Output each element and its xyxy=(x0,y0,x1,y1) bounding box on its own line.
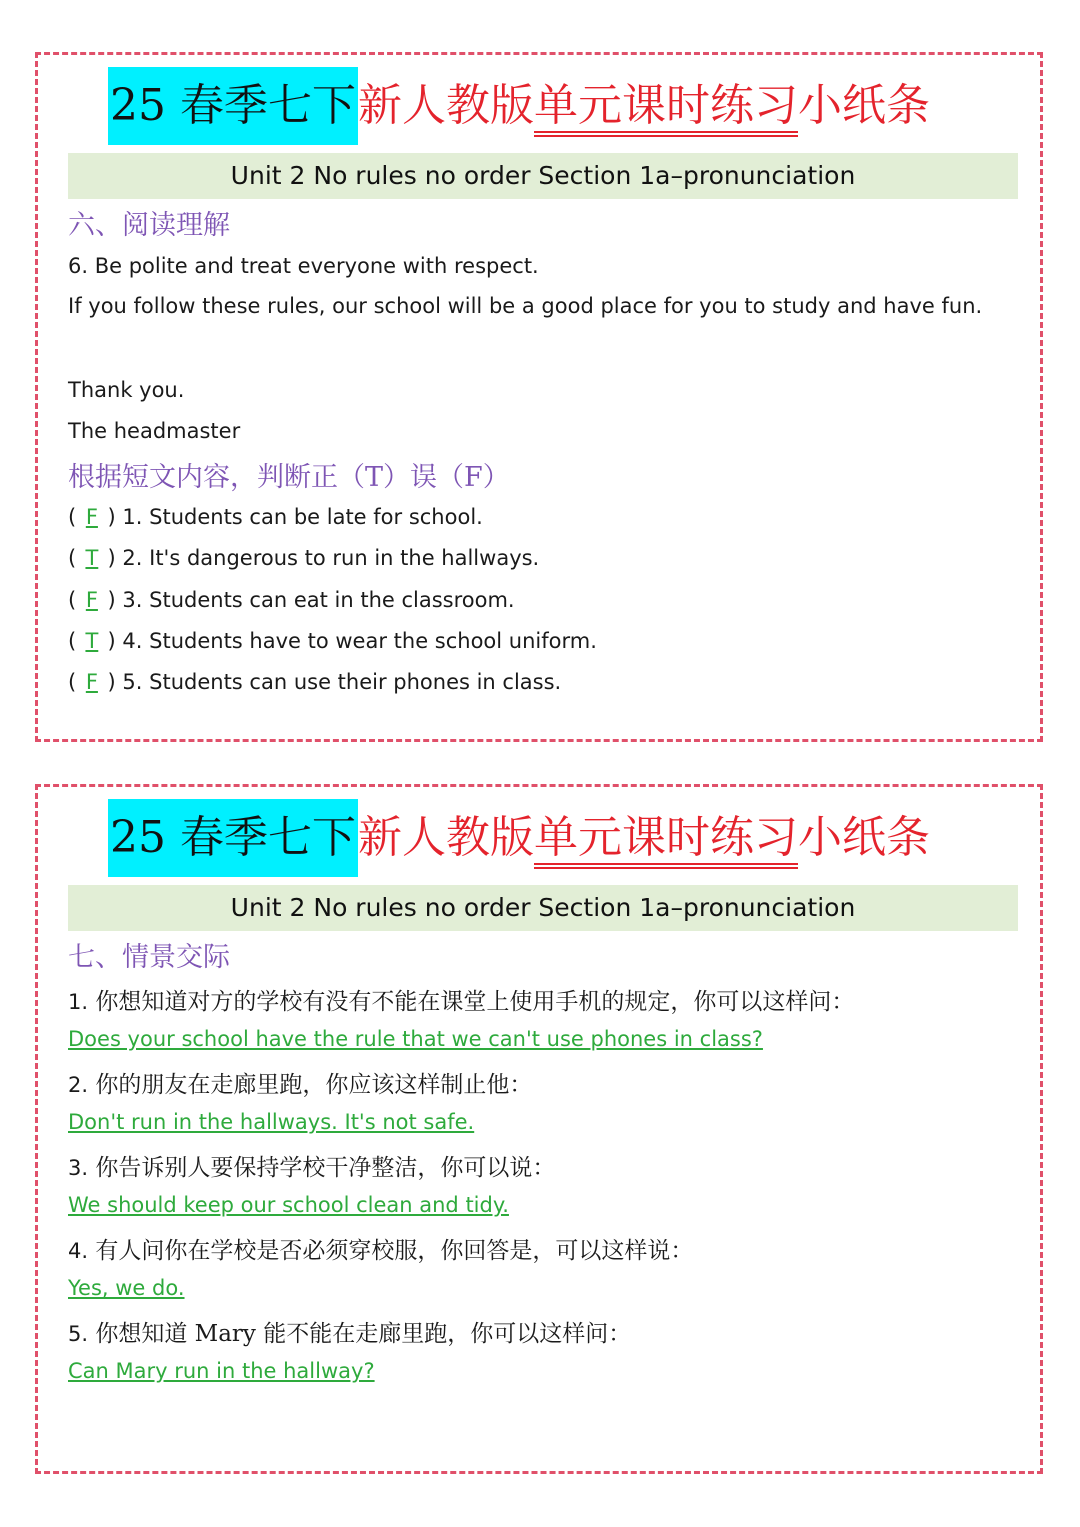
unit-banner: Unit 2 No rules no order Section 1a–pronunciation xyxy=(68,885,1018,931)
tf-answer: F xyxy=(85,670,98,694)
tf-statement: 2. It's dangerous to run in the hallways. xyxy=(122,546,540,570)
dialogue-answer: Can Mary run in the hallway? xyxy=(68,1359,375,1383)
question-text: 你想知道 Mary 能不能在走廊里跑，你可以这样问： xyxy=(95,1321,632,1347)
dialogue-question xyxy=(68,1066,1018,1099)
title-red xyxy=(358,799,930,877)
tf-instruction: 根据短文内容，判断正（T）误（F） xyxy=(68,462,510,493)
title-highlight: 25 春季七下 xyxy=(108,67,358,145)
dialogue-answer: Does your school have the rule that we can't use phones in class? xyxy=(68,1027,763,1051)
tf-statement: 5. Students can use their phones in class. xyxy=(122,670,562,694)
tf-item: ( T ) 4. Students have to wear the school uniform. xyxy=(68,629,597,653)
dialogue-question xyxy=(68,1149,1018,1182)
card-title xyxy=(108,799,930,877)
tf-answer: F xyxy=(85,505,98,529)
question-number: 1. xyxy=(68,990,89,1014)
tf-item: ( F ) 1. Students can be late for school. xyxy=(68,505,483,529)
dialogue-question xyxy=(68,983,1018,1016)
title-red-prefix: 新人教版 xyxy=(357,80,534,131)
question-text: 你告诉别人要保持学校干净整洁，你可以说： xyxy=(95,1155,556,1181)
tf-answer: T xyxy=(85,629,99,653)
question-text: 你想知道对方的学校有没有不能在课堂上使用手机的规定，你可以这样问： xyxy=(95,989,855,1015)
question-number: 2. xyxy=(68,1073,89,1097)
dialogue-question xyxy=(68,1315,1018,1348)
practice-card-dialogue xyxy=(35,784,1043,1474)
passage-signature: The headmaster xyxy=(68,419,241,443)
question-text: 你的朋友在走廊里跑，你应该这样制止他： xyxy=(95,1072,533,1098)
title-red-prefix: 新人教版 xyxy=(357,812,534,863)
dialogue-answer: We should keep our school clean and tidy. xyxy=(68,1193,509,1217)
practice-card-reading xyxy=(35,52,1043,742)
dialogue-question xyxy=(68,1232,1018,1265)
title-red-underlined: 单元课时练习 xyxy=(534,80,798,137)
tf-item: ( F ) 5. Students can use their phones in class. xyxy=(68,670,562,694)
title-red xyxy=(358,67,930,145)
section-title: 七、情景交际 xyxy=(68,942,230,973)
passage-line: Thank you. xyxy=(68,378,185,402)
tf-statement: 3. Students can eat in the classroom. xyxy=(122,588,515,612)
card-title xyxy=(108,67,930,145)
passage-paragraph: If you follow these rules, our school will be a good place for you to study and have fun. xyxy=(68,294,983,318)
question-number: 4. xyxy=(68,1239,89,1263)
title-red-suffix: 小纸条 xyxy=(797,80,930,131)
tf-answer: F xyxy=(85,588,98,612)
section-title: 六、阅读理解 xyxy=(68,210,230,241)
title-red-suffix: 小纸条 xyxy=(797,812,930,863)
tf-item: ( T ) 2. It's dangerous to run in the hallways. xyxy=(68,546,540,570)
question-text: 有人问你在学校是否必须穿校服，你回答是，可以这样说： xyxy=(95,1238,694,1264)
dialogue-answer: Yes, we do. xyxy=(68,1276,185,1300)
title-red-underlined: 单元课时练习 xyxy=(534,812,798,869)
tf-answer: T xyxy=(85,546,99,570)
tf-statement: 4. Students have to wear the school uniform. xyxy=(122,629,597,653)
tf-statement: 1. Students can be late for school. xyxy=(122,505,483,529)
tf-item: ( F ) 3. Students can eat in the classroom. xyxy=(68,588,515,612)
passage-line: 6. Be polite and treat everyone with respect. xyxy=(68,254,539,278)
title-highlight: 25 春季七下 xyxy=(108,799,358,877)
dialogue-answer: Don't run in the hallways. It's not safe. xyxy=(68,1110,475,1134)
question-number: 3. xyxy=(68,1156,89,1180)
question-number: 5. xyxy=(68,1322,89,1346)
unit-banner: Unit 2 No rules no order Section 1a–pronunciation xyxy=(68,153,1018,199)
